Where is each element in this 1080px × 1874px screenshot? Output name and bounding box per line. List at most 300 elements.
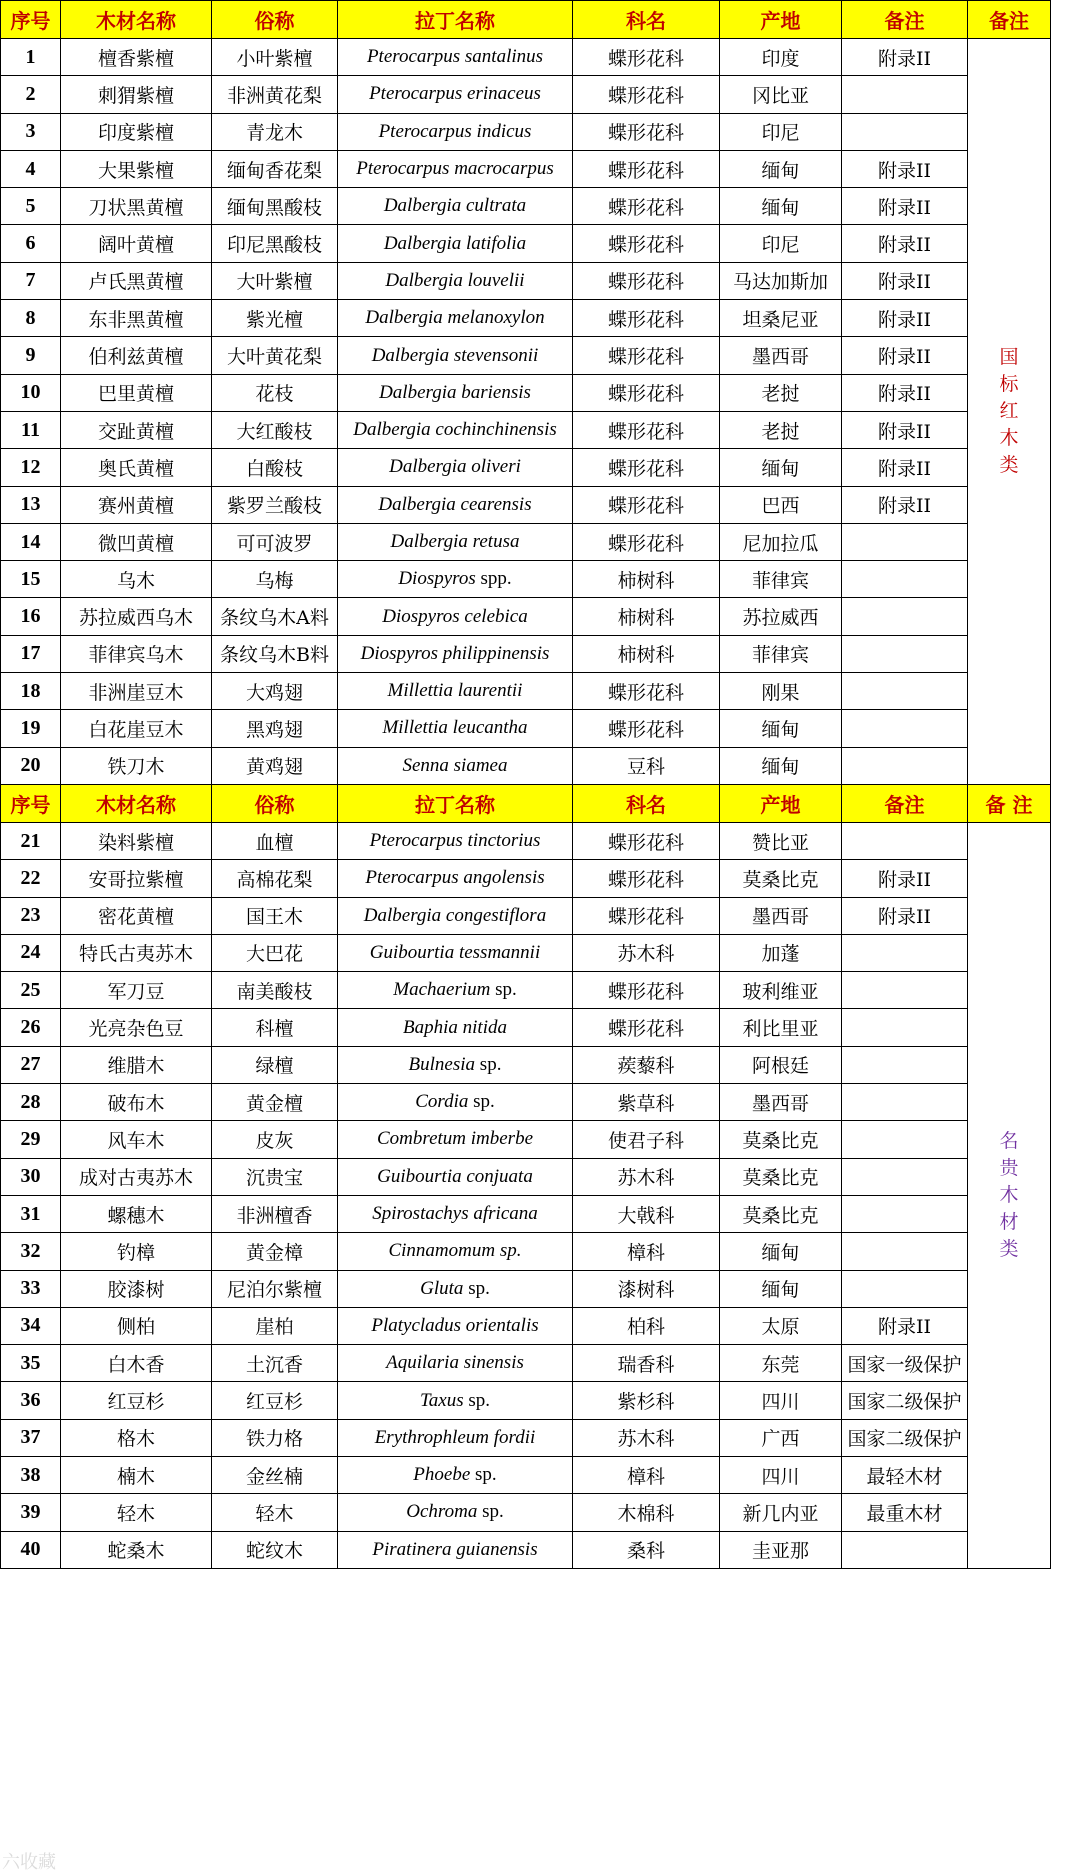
latin-name-text: Diospyros [398,568,475,589]
margin-cell [1051,1158,1080,1195]
header-wood-name: 木材名称 [61,784,212,822]
table-row [1,1345,1080,1382]
margin-cell [1051,39,1080,76]
family-name: 蒺藜科 [573,1046,720,1083]
row-number: 32 [1,1233,61,1270]
origin: 刚果 [720,673,842,710]
margin-cell [1051,1456,1080,1493]
origin: 莫桑比克 [720,860,842,897]
family-name: 蝶形花科 [573,897,720,934]
origin: 缅甸 [720,449,842,486]
wood-name: 阔叶黄檀 [61,225,212,262]
header-remark: 备注 [842,1,968,39]
table-row [1,1046,1080,1083]
row-number: 22 [1,860,61,897]
table-row [1,374,1080,411]
origin: 印度 [720,39,842,76]
latin-name-text: Pterocarpus erinaceus [369,83,541,104]
wood-name: 风车木 [61,1121,212,1158]
family-name: 蝶形花科 [573,673,720,710]
latin-name-text: Taxus [420,1390,464,1411]
table-row [1,1494,1080,1531]
wood-name: 非洲崖豆木 [61,673,212,710]
wood-name: 螺穗木 [61,1195,212,1232]
common-name: 非洲檀香 [212,1195,338,1232]
header-remark-2: 备 注 [968,784,1051,822]
row-number: 19 [1,710,61,747]
wood-name: 侧柏 [61,1307,212,1344]
wood-name: 染料紫檀 [61,822,212,859]
family-name: 蝶形花科 [573,374,720,411]
margin-cell [1051,188,1080,225]
common-name: 黄鸡翅 [212,747,338,784]
latin-name-text: Gluta [420,1278,463,1299]
wood-name: 军刀豆 [61,972,212,1009]
family-name: 蝶形花科 [573,411,720,448]
common-name: 紫光檀 [212,300,338,337]
wood-name: 菲律宾乌木 [61,635,212,672]
latin-name [338,1195,573,1232]
remark [842,1046,968,1083]
margin-cell [1051,1195,1080,1232]
wood-name: 红豆杉 [61,1382,212,1419]
latin-name [338,1121,573,1158]
origin: 加蓬 [720,934,842,971]
origin: 菲律宾 [720,635,842,672]
common-name: 可可波罗 [212,523,338,560]
table-row [1,1009,1080,1046]
latin-name-text: Piratinera guianensis [372,1539,537,1560]
latin-name-text: Pterocarpus indicus [379,121,532,142]
latin-name-text: Diospyros celebica [382,606,527,627]
row-number: 14 [1,523,61,560]
remark: 附录II [842,225,968,262]
wood-name: 胶漆树 [61,1270,212,1307]
common-name: 尼泊尔紫檀 [212,1270,338,1307]
latin-name [338,561,573,598]
latin-name [338,972,573,1009]
common-name: 大叶黄花梨 [212,337,338,374]
family-name: 蝶形花科 [573,486,720,523]
common-name: 非洲黄花梨 [212,76,338,113]
table-row [1,860,1080,897]
header-remark: 备注 [842,784,968,822]
latin-name-text: Ochroma [406,1501,477,1522]
family-name: 瑞香科 [573,1345,720,1382]
latin-name [338,39,573,76]
remark: 最轻木材 [842,1456,968,1493]
latin-name [338,1531,573,1568]
family-name: 木棉科 [573,1494,720,1531]
latin-name-text: Cinnamomum sp. [388,1240,521,1261]
common-name: 红豆杉 [212,1382,338,1419]
header-origin: 产地 [720,1,842,39]
row-number: 18 [1,673,61,710]
table-row [1,1382,1080,1419]
origin: 墨西哥 [720,337,842,374]
origin: 缅甸 [720,747,842,784]
latin-name-text: Pterocarpus angolensis [365,867,544,888]
family-name: 漆树科 [573,1270,720,1307]
latin-name [338,1494,573,1531]
row-number: 15 [1,561,61,598]
margin-cell [1051,860,1080,897]
header-remark-2: 备注 [968,1,1051,39]
row-number: 33 [1,1270,61,1307]
latin-name-suffix: sp. [490,979,516,1000]
origin: 尼加拉瓜 [720,523,842,560]
common-name: 黑鸡翅 [212,710,338,747]
latin-name [338,300,573,337]
family-name: 蝶形花科 [573,300,720,337]
latin-name [338,1158,573,1195]
margin-cell [1051,337,1080,374]
row-number: 17 [1,635,61,672]
remark [842,1158,968,1195]
wood-name: 成对古夷苏木 [61,1158,212,1195]
header-no: 序号 [1,784,61,822]
family-name: 苏木科 [573,934,720,971]
common-name: 皮灰 [212,1121,338,1158]
row-number: 4 [1,150,61,187]
common-name: 大鸡翅 [212,673,338,710]
margin-cell [1051,225,1080,262]
latin-name [338,449,573,486]
row-number: 38 [1,1456,61,1493]
remark: 附录II [842,150,968,187]
origin: 莫桑比克 [720,1158,842,1195]
common-name: 青龙木 [212,113,338,150]
latin-name [338,1382,573,1419]
latin-name-text: Pterocarpus tinctorius [370,830,541,851]
table-row [1,411,1080,448]
table-row [1,972,1080,1009]
family-name: 柿树科 [573,561,720,598]
remark [842,113,968,150]
origin: 四川 [720,1382,842,1419]
family-name: 豆科 [573,747,720,784]
origin: 广西 [720,1419,842,1456]
latin-name [338,710,573,747]
family-name: 苏木科 [573,1158,720,1195]
family-name: 使君子科 [573,1121,720,1158]
header-common-name: 俗称 [212,1,338,39]
remark [842,523,968,560]
latin-name-text: Millettia laurentii [388,680,523,701]
wood-name: 卢氏黑黄檀 [61,262,212,299]
table-row [1,262,1080,299]
latin-name-text: Dalbergia melanoxylon [365,307,544,328]
table-row [1,39,1080,76]
family-name: 苏木科 [573,1419,720,1456]
table-row [1,1121,1080,1158]
common-name: 金丝楠 [212,1456,338,1493]
common-name: 白酸枝 [212,449,338,486]
wood-name: 楠木 [61,1456,212,1493]
family-name: 樟科 [573,1233,720,1270]
margin-cell [1051,486,1080,523]
watermark-text: 六收藏 [2,1848,56,1874]
latin-name [338,1009,573,1046]
row-number: 27 [1,1046,61,1083]
wood-name: 特氏古夷苏木 [61,934,212,971]
latin-name-text: Dalbergia cearensis [378,494,531,515]
table-row [1,1307,1080,1344]
table-row [1,1531,1080,1568]
margin-cell [1051,1270,1080,1307]
latin-name [338,934,573,971]
margin-cell [1051,1419,1080,1456]
table-row [1,523,1080,560]
margin-cell [1051,635,1080,672]
row-number: 11 [1,411,61,448]
table-row [1,635,1080,672]
remark: 附录II [842,300,968,337]
family-name: 柿树科 [573,635,720,672]
margin-cell [1051,262,1080,299]
common-name: 大红酸枝 [212,411,338,448]
row-number: 35 [1,1345,61,1382]
margin-cell [1051,1307,1080,1344]
latin-name-text: Dalbergia bariensis [379,382,531,403]
row-number: 5 [1,188,61,225]
remark [842,635,968,672]
margin-cell [1051,1494,1080,1531]
header-row-1 [1,1,1080,39]
family-name: 蝶形花科 [573,188,720,225]
latin-name-text: Guibourtia conjuata [377,1166,533,1187]
category-label: 名贵木材类 [998,1128,1020,1263]
remark [842,1233,968,1270]
table-row [1,747,1080,784]
wood-name: 格木 [61,1419,212,1456]
wood-name: 刺猬紫檀 [61,76,212,113]
row-number: 39 [1,1494,61,1531]
origin: 利比里亚 [720,1009,842,1046]
origin: 莫桑比克 [720,1195,842,1232]
header-common-name: 俗称 [212,784,338,822]
row-number: 3 [1,113,61,150]
latin-name-text: Dalbergia congestiflora [364,905,546,926]
common-name: 缅甸香花梨 [212,150,338,187]
remark: 附录II [842,897,968,934]
wood-name: 维腊木 [61,1046,212,1083]
latin-name-text: Dalbergia louvelii [385,270,524,291]
family-name: 蝶形花科 [573,822,720,859]
common-name: 条纹乌木B料 [212,635,338,672]
row-number: 25 [1,972,61,1009]
row-number: 10 [1,374,61,411]
margin-cell [1051,1084,1080,1121]
header-wood-name: 木材名称 [61,1,212,39]
latin-name [338,1233,573,1270]
remark: 国家二级保护 [842,1419,968,1456]
row-number: 30 [1,1158,61,1195]
wood-name: 东非黑黄檀 [61,300,212,337]
latin-name [338,822,573,859]
table-row [1,1084,1080,1121]
remark [842,934,968,971]
margin-cell [1051,1009,1080,1046]
row-number: 23 [1,897,61,934]
row-number: 2 [1,76,61,113]
family-name: 蝶形花科 [573,523,720,560]
latin-name-text: Diospyros philippinensis [361,643,550,664]
family-name: 蝶形花科 [573,262,720,299]
remark: 附录II [842,337,968,374]
origin: 墨西哥 [720,1084,842,1121]
row-number: 24 [1,934,61,971]
common-name: 紫罗兰酸枝 [212,486,338,523]
common-name: 大叶紫檀 [212,262,338,299]
common-name: 黄金檀 [212,1084,338,1121]
origin: 冈比亚 [720,76,842,113]
row-number: 31 [1,1195,61,1232]
origin: 缅甸 [720,710,842,747]
common-name: 条纹乌木A料 [212,598,338,635]
table-row [1,673,1080,710]
family-name: 紫草科 [573,1084,720,1121]
latin-name-text: Senna siamea [402,755,507,776]
origin: 赞比亚 [720,822,842,859]
margin-cell [1051,113,1080,150]
wood-name: 安哥拉紫檀 [61,860,212,897]
latin-name-suffix: sp. [468,1091,494,1112]
origin: 巴西 [720,486,842,523]
wood-name: 交趾黄檀 [61,411,212,448]
latin-name [338,598,573,635]
row-number: 29 [1,1121,61,1158]
common-name: 铁力格 [212,1419,338,1456]
common-name: 蛇纹木 [212,1531,338,1568]
origin: 四川 [720,1456,842,1493]
remark [842,1531,968,1568]
latin-name-text: Dalbergia latifolia [384,233,526,254]
latin-name [338,150,573,187]
row-number: 9 [1,337,61,374]
remark: 国家一级保护 [842,1345,968,1382]
common-name: 国王木 [212,897,338,934]
remark [842,822,968,859]
header-origin: 产地 [720,784,842,822]
wood-name: 檀香紫檀 [61,39,212,76]
row-number: 20 [1,747,61,784]
remark: 附录II [842,411,968,448]
latin-name-text: Aquilaria sinensis [386,1352,524,1373]
latin-name [338,486,573,523]
margin-cell [1051,598,1080,635]
latin-name-text: Platycladus orientalis [371,1315,538,1336]
latin-name-text: Machaerium [393,979,490,1000]
latin-name-suffix: sp. [463,1278,489,1299]
header-no: 序号 [1,1,61,39]
table-row [1,113,1080,150]
table-row [1,150,1080,187]
family-name: 柿树科 [573,598,720,635]
latin-name [338,1456,573,1493]
wood-name: 密花黄檀 [61,897,212,934]
wood-name: 伯利兹黄檀 [61,337,212,374]
table-row [1,934,1080,971]
margin-cell [1051,150,1080,187]
common-name: 高棉花梨 [212,860,338,897]
remark [842,673,968,710]
remark [842,1195,968,1232]
wood-name: 奥氏黄檀 [61,449,212,486]
table-row [1,1456,1080,1493]
origin: 坦桑尼亚 [720,300,842,337]
latin-name-text: Bulnesia [409,1054,476,1075]
remark [842,1084,968,1121]
latin-name [338,225,573,262]
latin-name [338,1307,573,1344]
row-number: 8 [1,300,61,337]
latin-name [338,188,573,225]
latin-name [338,1419,573,1456]
margin-cell [1051,561,1080,598]
margin-cell [1051,449,1080,486]
remark [842,747,968,784]
wood-name: 赛州黄檀 [61,486,212,523]
table-row [1,1419,1080,1456]
latin-name [338,1345,573,1382]
table-row [1,710,1080,747]
common-name: 乌梅 [212,561,338,598]
common-name: 黄金樟 [212,1233,338,1270]
row-number: 40 [1,1531,61,1568]
wood-name: 白木香 [61,1345,212,1382]
common-name: 印尼黑酸枝 [212,225,338,262]
table-row [1,337,1080,374]
category-label-cell [968,39,1051,785]
family-name: 蝶形花科 [573,337,720,374]
category-label: 国标红木类 [998,344,1020,479]
latin-name [338,374,573,411]
wood-name: 白花崖豆木 [61,710,212,747]
origin: 印尼 [720,225,842,262]
wood-name: 巴里黄檀 [61,374,212,411]
origin: 缅甸 [720,1233,842,1270]
remark [842,561,968,598]
row-number: 36 [1,1382,61,1419]
table-row [1,561,1080,598]
family-name: 蝶形花科 [573,449,720,486]
remark [842,710,968,747]
family-name: 紫杉科 [573,1382,720,1419]
remark: 附录II [842,1307,968,1344]
wood-name: 印度紫檀 [61,113,212,150]
row-number: 34 [1,1307,61,1344]
wood-name: 大果紫檀 [61,150,212,187]
header-row-2 [1,784,1080,822]
margin-cell [1051,710,1080,747]
margin-cell [1051,747,1080,784]
origin: 印尼 [720,113,842,150]
origin: 马达加斯加 [720,262,842,299]
common-name: 缅甸黑酸枝 [212,188,338,225]
latin-name-text: Pterocarpus santalinus [367,46,543,67]
margin-cell [1051,1,1080,39]
margin-cell [1051,300,1080,337]
remark: 附录II [842,39,968,76]
latin-name [338,76,573,113]
latin-name [338,113,573,150]
remark: 附录II [842,374,968,411]
margin-cell [1051,1382,1080,1419]
origin: 苏拉威西 [720,598,842,635]
margin-cell [1051,1531,1080,1568]
common-name: 崖柏 [212,1307,338,1344]
